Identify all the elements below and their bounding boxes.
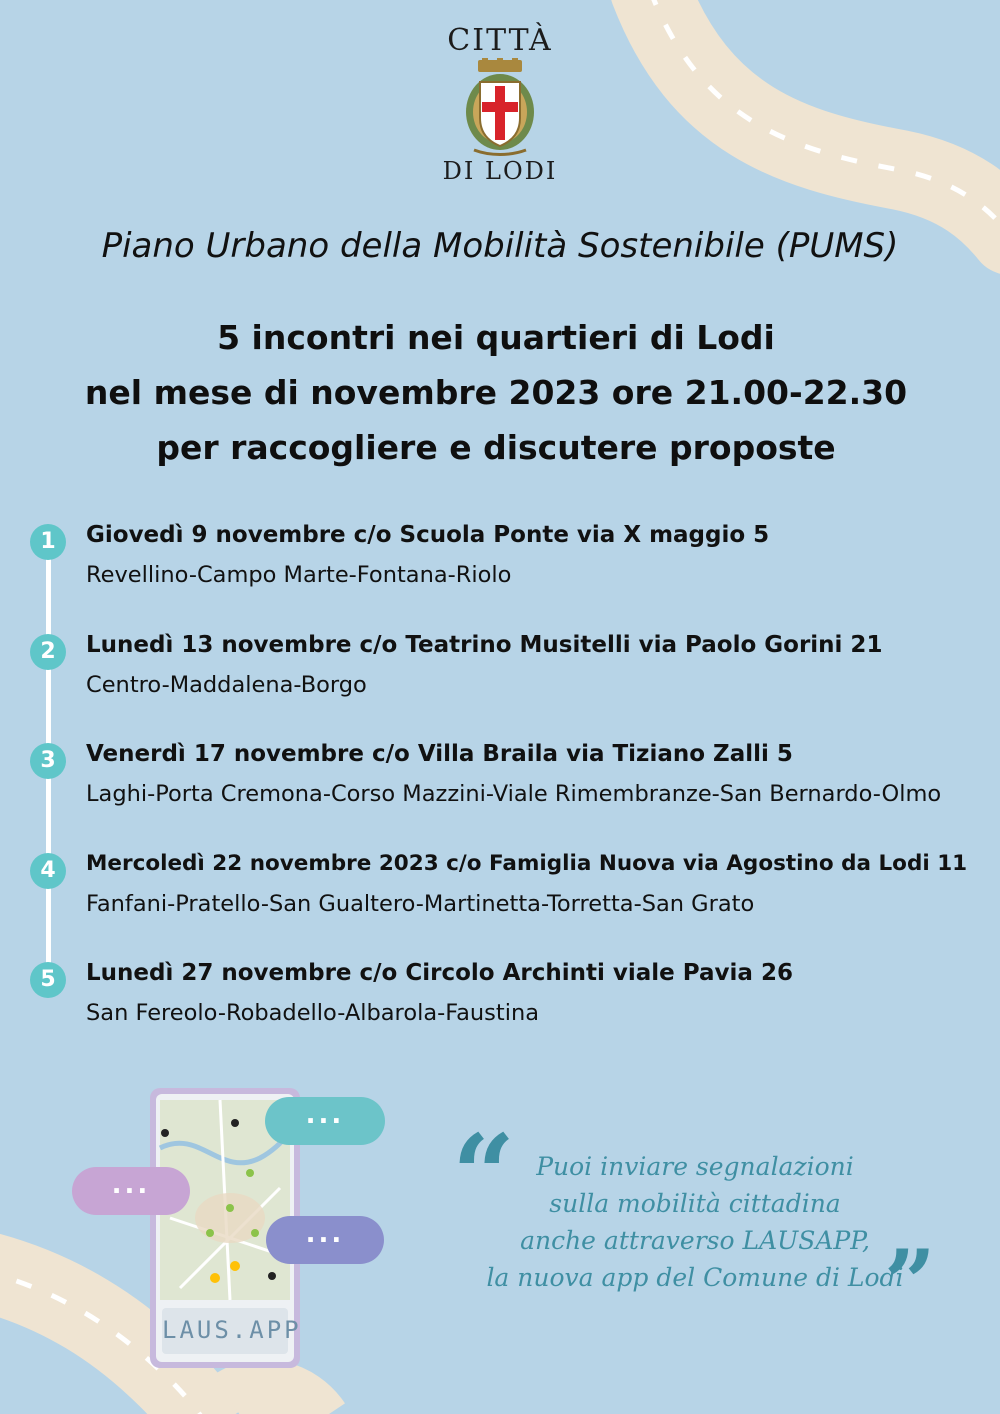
logo-top-text: CITTÀ bbox=[447, 23, 553, 58]
open-quote-icon: “ bbox=[452, 1110, 516, 1239]
quote-line: Puoi inviare segnalazioni bbox=[536, 1152, 854, 1181]
chat-bubble: ... bbox=[266, 1216, 384, 1264]
quote-line: sulla mobilità cittadina bbox=[549, 1189, 841, 1218]
event-number-badge: 4 bbox=[30, 853, 66, 889]
event-number-badge: 1 bbox=[30, 524, 66, 560]
chat-bubble: ... bbox=[72, 1167, 190, 1215]
chat-bubble: ... bbox=[265, 1097, 385, 1145]
event-title: Venerdì 17 novembre c/o Villa Braila via Tiziano Zalli 5 bbox=[86, 741, 793, 767]
city-logo bbox=[440, 24, 560, 189]
event-title: Lunedì 27 novembre c/o Circolo Archinti viale Pavia 26 bbox=[86, 960, 793, 986]
headline-line-3: per raccogliere e discutere proposte bbox=[156, 428, 836, 467]
event-areas: Revellino-Campo Marte-Fontana-Riolo bbox=[86, 562, 512, 588]
app-quote bbox=[455, 1148, 935, 1296]
event-title: Mercoledì 22 novembre 2023 c/o Famiglia Nuova via Agostino da Lodi 11 bbox=[86, 851, 968, 876]
page-subtitle: Piano Urbano della Mobilità Sostenibile (PUMS) bbox=[101, 226, 899, 266]
headline-line-2: nel mese di novembre 2023 ore 21.00-22.30 bbox=[84, 373, 908, 412]
event-number-badge: 3 bbox=[30, 743, 66, 779]
headline bbox=[0, 310, 992, 475]
event-number-badge: 5 bbox=[30, 962, 66, 998]
close-quote-icon: ” bbox=[884, 1230, 936, 1336]
event-areas: Fanfani-Pratello-San Gualtero-Martinetta-Torretta-San Grato bbox=[86, 891, 755, 917]
event-areas: Laghi-Porta Cremona-Corso Mazzini-Viale Rimembranze-San Bernardo-Olmo bbox=[86, 781, 942, 807]
app-label: LAUS.APP bbox=[162, 1316, 302, 1344]
headline-line-1: 5 incontri nei quartieri di Lodi bbox=[217, 318, 775, 357]
event-title: Giovedì 9 novembre c/o Scuola Ponte via X maggio 5 bbox=[86, 522, 770, 548]
logo-bottom-text: DI LODI bbox=[442, 157, 558, 185]
event-areas: San Fereolo-Robadello-Albarola-Faustina bbox=[86, 1000, 540, 1026]
quote-line: la nuova app del Comune di Lodi bbox=[486, 1263, 904, 1292]
quote-line: anche attraverso LAUSAPP, bbox=[520, 1226, 870, 1255]
event-number-badge: 2 bbox=[30, 634, 66, 670]
coat-of-arms-icon bbox=[460, 58, 540, 158]
event-areas: Centro-Maddalena-Borgo bbox=[86, 672, 367, 698]
event-title: Lunedì 13 novembre c/o Teatrino Musitelli via Paolo Gorini 21 bbox=[86, 632, 883, 658]
